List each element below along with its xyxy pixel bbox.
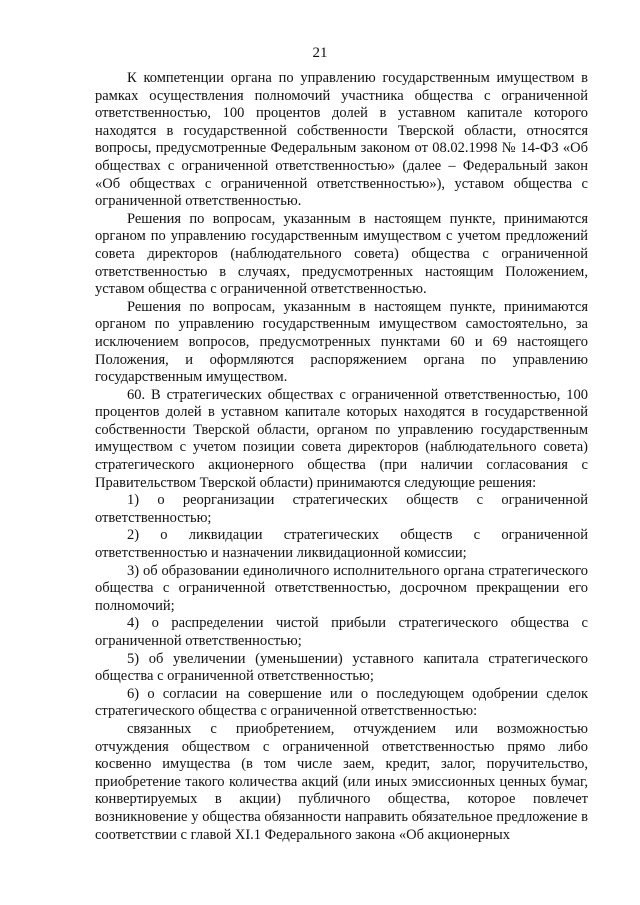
list-item: 6) о согласии на совершение или о последующем одобрении сделок стратегического общества с ограниченной ответственностью: bbox=[95, 685, 588, 720]
page-number: 21 bbox=[312, 45, 328, 61]
list-item: 3) об образовании единоличного исполнительного органа стратегического общества с ограниченной ответственностью, досрочном прекращении его полномочий; bbox=[95, 562, 588, 614]
list-item: 2) о ликвидации стратегических обществ с ограниченной ответственностью и назначении ликвидационной комиссии; bbox=[95, 527, 588, 562]
list-item: 5) об увеличении (уменьшении) уставного капитала стратегического общества с ограниченной ответственностью; bbox=[95, 650, 588, 685]
list-item: 1) о реорганизации стратегических обществ с ограниченной ответственностью; bbox=[95, 492, 588, 526]
document-body bbox=[95, 70, 588, 844]
paragraph: 60. В стратегических обществах с ограниченной ответственностью, 100 процентов долей в уставном капитале которых находятся в государственной собственности Тверской области, органом по управлению государственным имуществом с учетом позиции совета директоров (наблюдательного совета) стратегического акционерного общества (при наличии согласования с Правительством Тверской области) принимаются следующие решения: bbox=[95, 386, 588, 491]
list-item: 4) о распределении чистой прибыли стратегического общества с ограниченной ответственностью; bbox=[95, 615, 588, 649]
paragraph: К компетенции органа по управлению государственным имуществом в рамках осуществления полномочий участника общества с ограниченной ответственностью, 100 процентов долей в уставном капитале которого находятся в государственной собственности Тверской области, относятся вопросы, предусмотренные Федеральным законом от 08.02.1998 № 14-ФЗ «Об обществах с ограниченной ответственностью» (далее – Федеральный закон «Об обществах с ограниченной ответственностью»), уставом общества с ограниченной ответственностью. bbox=[95, 70, 588, 210]
paragraph: Решения по вопросам, указанным в настоящем пункте, принимаются органом по управлению государственным имуществом самостоятельно, за исключением вопросов, предусмотренных пунктами 60 и 69 настоящего Положения, и оформляются распоряжением органа по управлению государственным имуществом. bbox=[95, 298, 588, 386]
paragraph: связанных с приобретением, отчуждением или возможностью отчуждения обществом с ограниченной ответственностью прямо либо косвенно имущества (в том числе заем, кредит, залог, поручительство, приобретение такого количества акций (или иных эмиссионных ценных бумаг, конвертируемых в акции) публичного общества, которое повлечет возникновение у общества обязанности направить обязательное предложение в соответствии с главой XI.1 Федерального закона «Об акционерных bbox=[95, 720, 588, 843]
paragraph: Решения по вопросам, указанным в настоящем пункте, принимаются органом по управлению государственным имуществом с учетом предложений совета директоров (наблюдательного совета) общества с ограниченной ответственностью в случаях, предусмотренных настоящим Положением, уставом общества с ограниченной ответственностью. bbox=[95, 210, 588, 298]
